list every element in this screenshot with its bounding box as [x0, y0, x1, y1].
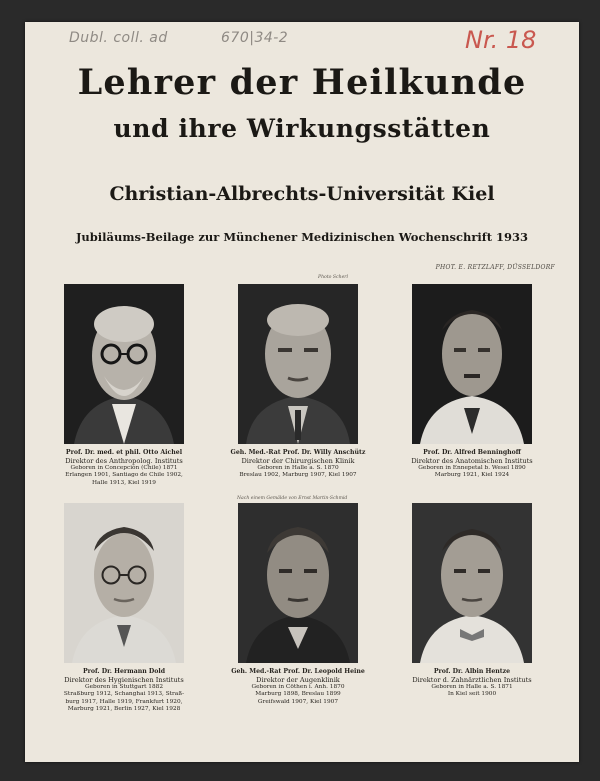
document-sheet	[25, 22, 579, 762]
portrait-caption	[211, 668, 385, 706]
portrait-name: Prof. Dr. Alfred Benninghoff	[423, 449, 521, 456]
portrait-role: Direktor der Chirurgischen Klinik	[241, 457, 355, 465]
portrait-bio-line: Marburg 1898, Breslau 1899	[255, 691, 341, 698]
portrait-role: Direktor des Hygienischen Instituts	[64, 676, 184, 684]
portrait-role: Direktor d. Zahnärztlichen Instituts	[412, 676, 532, 684]
portrait-caption	[385, 449, 559, 480]
portrait-bio-line: Geboren in Halle a. S. 1870	[257, 465, 339, 471]
portrait-bio-line: Geboren in Cöthen i. Anh. 1870	[251, 684, 345, 690]
portrait-name: Prof. Dr. Albin Hentze	[433, 668, 511, 675]
portrait-role: Direktor des Anatomischen Instituts	[411, 457, 533, 465]
supplement-line: Jubiläums-Beilage zur Münchener Medizinischen Wochenschrift 1933	[75, 230, 529, 244]
portrait-photo	[64, 503, 184, 663]
portrait-card	[385, 284, 559, 480]
pencil-note-middle: 670|34-2	[221, 30, 289, 46]
painting-credit: Nach einem Gemälde von Ernst Martin-Schmid	[237, 496, 348, 501]
portrait-bio-line: Geboren in Ennepetal b. Wesel 1890	[418, 465, 526, 471]
portrait-bio-line: Straßburg 1912, Schanghai 1913, Straß-	[63, 691, 185, 698]
portrait-card	[37, 284, 211, 487]
portrait-name: Prof. Dr. med. et phil. Otto Aichel	[65, 449, 183, 456]
portrait-caption	[385, 668, 559, 699]
portrait-bio-line: burg 1917, Halle 1919, Frankfurt 1920,	[65, 698, 183, 705]
portrait-bio-line: Erlangen 1901, Santiago de Chile 1902,	[65, 472, 183, 479]
red-number-mark: Nr. 18	[465, 26, 537, 54]
portrait-photo	[412, 284, 532, 444]
portrait-bio-line: Marburg 1921, Berlin 1927, Kiel 1928	[67, 705, 181, 712]
portrait-role: Direktor des Anthropolog. Instituts	[65, 457, 183, 465]
portrait-bio-line: Marburg 1921, Kiel 1924	[434, 472, 510, 479]
portrait-bio-line: Greifswald 1907, Kiel 1907	[257, 698, 339, 705]
portrait-bio-line: Geboren in Concepción (Chile) 1871	[70, 465, 178, 471]
portrait-photo	[64, 284, 184, 444]
portrait-image	[64, 503, 184, 663]
portrait-image	[238, 284, 358, 444]
document-title: Lehrer der Heilkunde	[77, 62, 527, 103]
portrait-bio-line: In Kiel seit 1900	[447, 691, 497, 698]
portrait-caption	[37, 449, 211, 487]
portrait-photo	[238, 284, 358, 444]
portrait-image	[64, 284, 184, 444]
portrait-name: Geh. Med.-Rat Prof. Dr. Leopold Heine	[231, 668, 365, 675]
photo-credit: PHOT. E. RETZLAFF, DÜSSELDORF	[435, 264, 555, 271]
portrait-image	[412, 503, 532, 663]
pencil-note-left: Dubl. coll. ad	[69, 30, 168, 46]
portrait-image	[412, 284, 532, 444]
photo-scherl-credit: Photo Scherl	[318, 275, 348, 280]
university-name: Christian-Albrechts-Universität Kiel	[109, 183, 495, 205]
portrait-bio-line: Geboren in Stuttgart 1882	[84, 684, 164, 690]
portrait-card	[385, 503, 559, 699]
portrait-name: Prof. Dr. Hermann Dold	[82, 668, 166, 675]
portrait-name: Geh. Med.-Rat Prof. Dr. Willy Anschütz	[230, 449, 366, 456]
portrait-role: Direktor der Augenklinik	[256, 676, 340, 684]
portrait-card	[211, 284, 385, 480]
document-subtitle: und ihre Wirkungsstätten	[113, 114, 491, 143]
portrait-image	[238, 503, 358, 663]
portrait-caption	[37, 668, 211, 713]
portrait-card	[37, 503, 211, 713]
portrait-photo	[412, 503, 532, 663]
portrait-caption	[211, 449, 385, 480]
portrait-bio-line: Breslau 1902, Marburg 1907, Kiel 1907	[239, 472, 357, 479]
portrait-bio-line: Geboren in Halle a. S. 1871	[431, 684, 513, 690]
portrait-card	[211, 503, 385, 706]
portrait-photo	[238, 503, 358, 663]
portrait-bio-line: Halle 1913, Kiel 1919	[92, 479, 156, 486]
